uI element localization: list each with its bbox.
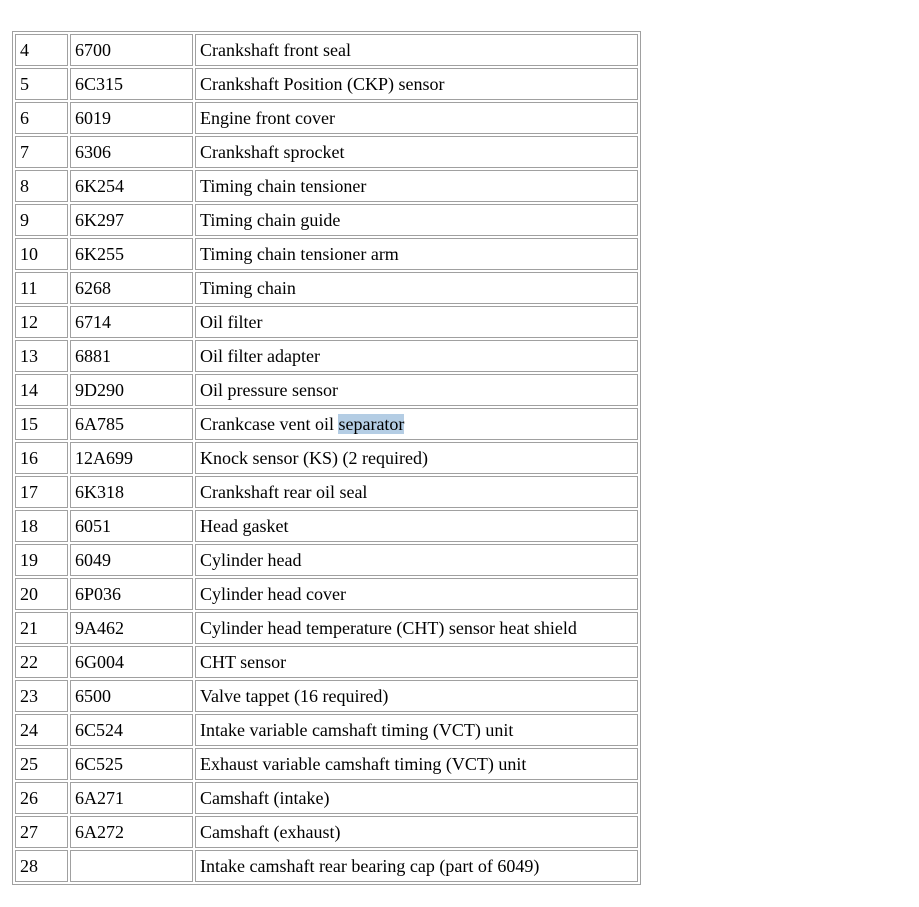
description-text: Crankshaft rear oil seal	[200, 482, 368, 502]
table-row	[15, 340, 638, 372]
part-number-cell: 6P036	[70, 578, 193, 610]
description-cell	[195, 612, 638, 644]
item-number-cell: 8	[15, 170, 68, 202]
table-row	[15, 442, 638, 474]
description-text: Oil filter adapter	[200, 346, 320, 366]
description-cell	[195, 782, 638, 814]
part-number-cell: 6A785	[70, 408, 193, 440]
item-number-cell: 10	[15, 238, 68, 270]
table-row	[15, 578, 638, 610]
part-number-cell: 6714	[70, 306, 193, 338]
description-text: Cylinder head temperature (CHT) sensor heat shield	[200, 618, 577, 638]
description-text: Knock sensor (KS) (2 required)	[200, 448, 428, 468]
description-cell	[195, 442, 638, 474]
table-row	[15, 34, 638, 66]
item-number-cell: 19	[15, 544, 68, 576]
item-number-cell: 6	[15, 102, 68, 134]
item-number-cell: 26	[15, 782, 68, 814]
table-row	[15, 204, 638, 236]
table-row	[15, 408, 638, 440]
description-text: Valve tappet (16 required)	[200, 686, 389, 706]
description-cell	[195, 748, 638, 780]
part-number-cell: 6K255	[70, 238, 193, 270]
description-cell	[195, 204, 638, 236]
description-text: Crankshaft front seal	[200, 40, 351, 60]
table-row	[15, 782, 638, 814]
table-row	[15, 136, 638, 168]
table-row	[15, 510, 638, 542]
description-text: Head gasket	[200, 516, 289, 536]
part-number-cell	[70, 850, 193, 882]
item-number-cell: 23	[15, 680, 68, 712]
description-cell	[195, 714, 638, 746]
part-number-cell: 6K318	[70, 476, 193, 508]
table-row	[15, 680, 638, 712]
part-number-cell: 6C524	[70, 714, 193, 746]
description-cell	[195, 340, 638, 372]
item-number-cell: 17	[15, 476, 68, 508]
description-cell	[195, 816, 638, 848]
part-number-cell: 6K254	[70, 170, 193, 202]
description-text: Intake variable camshaft timing (VCT) unit	[200, 720, 514, 740]
part-number-cell: 9D290	[70, 374, 193, 406]
parts-table-body	[15, 34, 638, 882]
table-row	[15, 68, 638, 100]
item-number-cell: 25	[15, 748, 68, 780]
table-row	[15, 748, 638, 780]
description-cell	[195, 374, 638, 406]
part-number-cell: 6049	[70, 544, 193, 576]
description-text: Exhaust variable camshaft timing (VCT) unit	[200, 754, 527, 774]
item-number-cell: 13	[15, 340, 68, 372]
part-number-cell: 6C315	[70, 68, 193, 100]
description-text: Timing chain guide	[200, 210, 341, 230]
table-row	[15, 612, 638, 644]
part-number-cell: 9A462	[70, 612, 193, 644]
item-number-cell: 21	[15, 612, 68, 644]
part-number-cell: 6700	[70, 34, 193, 66]
part-number-cell: 6019	[70, 102, 193, 134]
item-number-cell: 24	[15, 714, 68, 746]
item-number-cell: 12	[15, 306, 68, 338]
description-cell	[195, 476, 638, 508]
description-cell	[195, 306, 638, 338]
item-number-cell: 22	[15, 646, 68, 678]
part-number-cell: 6K297	[70, 204, 193, 236]
description-cell	[195, 510, 638, 542]
description-text: Cylinder head cover	[200, 584, 346, 604]
item-number-cell: 18	[15, 510, 68, 542]
item-number-cell: 20	[15, 578, 68, 610]
table-row	[15, 306, 638, 338]
item-number-cell: 11	[15, 272, 68, 304]
table-row	[15, 272, 638, 304]
description-cell	[195, 578, 638, 610]
part-number-cell: 12A699	[70, 442, 193, 474]
description-cell	[195, 850, 638, 882]
part-number-cell: 6051	[70, 510, 193, 542]
part-number-cell: 6G004	[70, 646, 193, 678]
description-text: Oil pressure sensor	[200, 380, 338, 400]
table-row	[15, 714, 638, 746]
item-number-cell: 15	[15, 408, 68, 440]
table-row	[15, 646, 638, 678]
description-text: Crankshaft sprocket	[200, 142, 345, 162]
part-number-cell: 6A271	[70, 782, 193, 814]
table-row	[15, 102, 638, 134]
description-cell	[195, 408, 638, 440]
description-cell	[195, 102, 638, 134]
description-cell	[195, 646, 638, 678]
table-row	[15, 850, 638, 882]
description-cell	[195, 136, 638, 168]
description-text: Timing chain	[200, 278, 296, 298]
item-number-cell: 27	[15, 816, 68, 848]
description-text: Camshaft (intake)	[200, 788, 330, 808]
item-number-cell: 28	[15, 850, 68, 882]
table-row	[15, 238, 638, 270]
part-number-cell: 6268	[70, 272, 193, 304]
item-number-cell: 9	[15, 204, 68, 236]
description-text: Timing chain tensioner arm	[200, 244, 399, 264]
part-number-cell: 6881	[70, 340, 193, 372]
parts-table	[12, 31, 641, 885]
part-number-cell: 6306	[70, 136, 193, 168]
description-cell	[195, 680, 638, 712]
table-row	[15, 544, 638, 576]
description-text: Intake camshaft rear bearing cap (part of 6049)	[200, 856, 540, 876]
table-row	[15, 476, 638, 508]
description-text: Crankshaft Position (CKP) sensor	[200, 74, 445, 94]
item-number-cell: 4	[15, 34, 68, 66]
description-text: Engine front cover	[200, 108, 335, 128]
description-text: Cylinder head	[200, 550, 302, 570]
description-cell	[195, 272, 638, 304]
table-row	[15, 374, 638, 406]
description-cell	[195, 238, 638, 270]
table-row	[15, 816, 638, 848]
description-text: CHT sensor	[200, 652, 287, 672]
description-text: Timing chain tensioner	[200, 176, 367, 196]
description-cell	[195, 34, 638, 66]
description-text: Oil filter	[200, 312, 263, 332]
part-number-cell: 6500	[70, 680, 193, 712]
description-text: Crankcase vent oil	[200, 414, 339, 434]
part-number-cell: 6A272	[70, 816, 193, 848]
item-number-cell: 14	[15, 374, 68, 406]
item-number-cell: 7	[15, 136, 68, 168]
item-number-cell: 16	[15, 442, 68, 474]
item-number-cell: 5	[15, 68, 68, 100]
description-text: Camshaft (exhaust)	[200, 822, 341, 842]
selected-text: separator	[338, 414, 405, 434]
table-row	[15, 170, 638, 202]
description-cell	[195, 170, 638, 202]
description-cell	[195, 68, 638, 100]
description-cell	[195, 544, 638, 576]
part-number-cell: 6C525	[70, 748, 193, 780]
